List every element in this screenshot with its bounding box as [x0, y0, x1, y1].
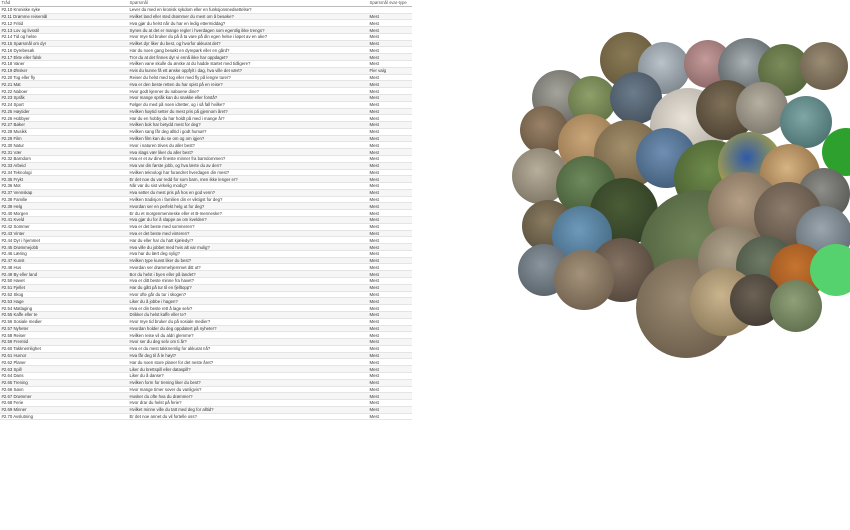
question-cell: Har du eller har du hatt kjæledyr?	[128, 237, 368, 244]
answer-type-cell: Mest	[368, 149, 412, 156]
table-row[interactable]	[0, 203, 412, 210]
table-row[interactable]	[0, 183, 412, 190]
animal-image-collage	[460, 30, 845, 420]
question-cell: Hvilken tradisjon i familien din er viktigst for deg?	[128, 196, 368, 203]
answer-type-cell: Mest	[368, 291, 412, 298]
table-row[interactable]	[0, 101, 412, 108]
table-row[interactable]	[0, 13, 412, 20]
question-cell: Reiser du helst med tog eller med fly på lengre turer?	[128, 74, 368, 81]
answer-type-cell: Mest	[368, 332, 412, 339]
answer-type-cell: Mest	[368, 237, 412, 244]
question-cell: Er det noe annet du vil fortelle oss?	[128, 413, 368, 420]
question-cell: Hvilket dyr liker du best, og hvorfor akkurat det?	[128, 40, 368, 47]
question-cell: Hva får deg til å le høyt?	[128, 352, 368, 359]
questions-table-panel	[0, 0, 412, 530]
thread-cell: #2.22 Naboer	[0, 88, 128, 95]
answer-type-cell: Mest	[368, 372, 412, 379]
thread-cell: #2.19 Ønsker	[0, 67, 128, 74]
answer-type-cell: Mest	[368, 413, 412, 420]
table-row[interactable]	[0, 325, 412, 332]
question-cell: Hvor godt kjenner du naboene dine?	[128, 88, 368, 95]
question-cell: Hvis du kunne få ett ønske oppfylt i dag, hva ville det vært?	[128, 67, 368, 74]
question-cell: Hva gjør du for å slappe av om kvelden?	[128, 217, 368, 224]
thread-cell: #2.62 Planer	[0, 359, 128, 366]
table-row[interactable]	[0, 393, 412, 400]
answer-type-cell: Mest	[368, 33, 412, 40]
thread-cell: #2.24 Sport	[0, 101, 128, 108]
answer-type-cell: Mest	[368, 359, 412, 366]
column-header-question[interactable]: Spørsmål	[128, 0, 368, 6]
answer-type-cell: Mest	[368, 400, 412, 407]
answer-type-cell: Mest	[368, 217, 412, 224]
question-cell: Hvor mange timer sover du vanligvis?	[128, 386, 368, 393]
thread-cell: #2.16 Dyrebesøk	[0, 47, 128, 54]
table-row[interactable]	[0, 27, 412, 34]
question-cell: Hvilken bok har betydd mest for deg?	[128, 122, 368, 129]
thread-cell: #2.23 Språk	[0, 94, 128, 101]
question-cell: Hva er din beste rett å lage selv?	[128, 305, 368, 312]
thread-cell: #2.25 Høytider	[0, 108, 128, 115]
answer-type-cell: Mest	[368, 128, 412, 135]
thread-cell: #2.29 Film	[0, 135, 128, 142]
thread-cell: #2.53 Hage	[0, 298, 128, 305]
question-cell: Bor du helst i byen eller på landet?	[128, 271, 368, 278]
answer-type-cell: Mest	[368, 311, 412, 318]
question-cell: Hvilken sang får deg alltid i godt humør?	[128, 128, 368, 135]
thread-cell: #2.34 Teknologi	[0, 169, 128, 176]
answer-type-cell: Mest	[368, 264, 412, 271]
question-cell: Er det noe du var redd for som barn, men ikke lenger er?	[128, 176, 368, 183]
question-cell: Hvordan ser drømmehjemmet ditt ut?	[128, 264, 368, 271]
answer-type-cell: Mest	[368, 61, 412, 68]
thread-cell: #2.44 Dyr i hjemmet	[0, 237, 128, 244]
answer-type-cell: Mest	[368, 230, 412, 237]
question-cell: Hva ville du jobbet med hvis alt var mulig?	[128, 244, 368, 251]
thread-cell: #2.64 Dans	[0, 372, 128, 379]
table-row[interactable]	[0, 406, 412, 413]
table-row[interactable]	[0, 250, 412, 257]
answer-type-cell: Mest	[368, 54, 412, 61]
table-row[interactable]	[0, 128, 412, 135]
question-cell: Hva er et av dine fineste minner fra barndommen?	[128, 155, 368, 162]
answer-type-cell: Mest	[368, 366, 412, 373]
thread-cell: #2.50 Havet	[0, 278, 128, 285]
question-cell: Hva setter du mest pris på hos en god venn?	[128, 189, 368, 196]
table-row[interactable]	[0, 20, 412, 27]
thread-cell: #2.28 Musikk	[0, 128, 128, 135]
question-cell: Hvilket land eller sted drømmer du mest om å besøke?	[128, 13, 368, 20]
answer-type-cell: Mest	[368, 176, 412, 183]
question-cell: Hva har du lært deg nylig?	[128, 250, 368, 257]
thread-cell: #2.60 Takknemlighet	[0, 345, 128, 352]
question-cell: Hvor mye tid bruker du på sosiale medier?	[128, 318, 368, 325]
table-row[interactable]	[0, 67, 412, 74]
table-row[interactable]	[0, 189, 412, 196]
table-row[interactable]	[0, 244, 412, 251]
thread-cell: #2.42 Sommer	[0, 223, 128, 230]
answer-type-cell: Mest	[368, 74, 412, 81]
question-cell: Hva gjør du helst når du har en ledig ettermiddag?	[128, 20, 368, 27]
answer-type-cell: Mest	[368, 101, 412, 108]
thread-cell: #2.58 Reiser	[0, 332, 128, 339]
thread-cell: #2.68 Ferie	[0, 400, 128, 407]
thread-cell: #2.56 Sosiale medier	[0, 318, 128, 325]
table-row[interactable]	[0, 386, 412, 393]
table-row[interactable]	[0, 155, 412, 162]
thread-cell: #2.47 Kunst	[0, 257, 128, 264]
question-cell: Husker du ofte hva du drømmer?	[128, 393, 368, 400]
thread-cell: #2.31 Vær	[0, 149, 128, 156]
thread-cell: #2.70 Avslutning	[0, 413, 128, 420]
question-cell: Hva slags vær liker du aller best?	[128, 149, 368, 156]
answer-type-cell: Mest	[368, 47, 412, 54]
question-cell: Hvor ofte går du tur i skogen?	[128, 291, 368, 298]
thread-cell: #2.30 Natur	[0, 142, 128, 149]
thread-cell: #2.11 Drømme reisemål	[0, 13, 128, 20]
table-row[interactable]	[0, 339, 412, 346]
question-cell: Lever du med en kronisk sykdom eller en funksjonsnedsettelse?	[128, 6, 368, 13]
thread-cell: #2.69 Minner	[0, 406, 128, 413]
answer-type-cell: Mest	[368, 183, 412, 190]
question-cell: Hvordan holder du deg oppdatert på nyheter?	[128, 325, 368, 332]
thread-cell: #2.63 Spill	[0, 366, 128, 373]
thread-cell: #2.59 Fremtid	[0, 339, 128, 346]
table-row[interactable]	[0, 196, 412, 203]
thread-cell: #2.52 Skog	[0, 291, 128, 298]
answer-type-cell: Mest	[368, 169, 412, 176]
answer-type-cell: Mest	[368, 406, 412, 413]
table-row[interactable]	[0, 257, 412, 264]
answer-type-cell: Mest	[368, 108, 412, 115]
answer-type-cell: Mest	[368, 250, 412, 257]
table-row[interactable]	[0, 217, 412, 224]
question-cell: Har du noen store planer for det neste året?	[128, 359, 368, 366]
table-row[interactable]	[0, 6, 412, 13]
thread-cell: #2.67 Drømmer	[0, 393, 128, 400]
answer-type-cell: Mest	[368, 393, 412, 400]
table-row[interactable]	[0, 142, 412, 149]
table-row[interactable]	[0, 61, 412, 68]
thread-cell: #2.41 Kveld	[0, 217, 128, 224]
answer-type-cell: Mest	[368, 122, 412, 129]
answer-type-cell: Mest	[368, 223, 412, 230]
thread-cell: #2.35 Frykt	[0, 176, 128, 183]
question-cell: Følger du med på noen idretter, og i så fall hvilke?	[128, 101, 368, 108]
answer-type-cell: Mest	[368, 189, 412, 196]
answer-type-cell: Mest	[368, 20, 412, 27]
table-row[interactable]	[0, 122, 412, 129]
table-row[interactable]	[0, 162, 412, 169]
question-cell: Er du et morgenmenneske eller et B-menneske?	[128, 210, 368, 217]
answer-type-cell: Mest	[368, 352, 412, 359]
questions-table	[0, 0, 412, 420]
table-row[interactable]	[0, 115, 412, 122]
table-row[interactable]	[0, 176, 412, 183]
answer-type-cell: Mest	[368, 278, 412, 285]
thread-cell: #2.21 Mat	[0, 81, 128, 88]
question-cell: Hva er du mest takknemlig for akkurat nå?	[128, 345, 368, 352]
question-cell: Hva er det beste med sommeren?	[128, 223, 368, 230]
question-cell: Hva er det beste med vinteren?	[128, 230, 368, 237]
question-cell: Har du en hobby du har holdt på med i mange år?	[128, 115, 368, 122]
answer-type-cell: Mest	[368, 386, 412, 393]
question-cell: Liker du å danse?	[128, 372, 368, 379]
table-row[interactable]	[0, 149, 412, 156]
answer-type-cell: Mest	[368, 203, 412, 210]
table-row[interactable]	[0, 291, 412, 298]
thread-cell: #2.36 Mot	[0, 183, 128, 190]
answer-type-cell: Mest	[368, 162, 412, 169]
column-header-thread[interactable]: Tråd	[0, 0, 128, 6]
question-cell: Hvor i naturen trives du aller best?	[128, 142, 368, 149]
answer-type-cell: Mest	[368, 305, 412, 312]
question-cell: Tror du at det finnes dyr vi ennå ikke har oppdaget?	[128, 54, 368, 61]
thread-cell: #2.27 Bøker	[0, 122, 128, 129]
question-cell: Hvilken form for trening liker du best?	[128, 379, 368, 386]
thread-cell: #2.61 Humor	[0, 352, 128, 359]
table-row[interactable]	[0, 47, 412, 54]
thread-cell: #2.55 Kaffe eller te	[0, 311, 128, 318]
thread-cell: #2.57 Nyheter	[0, 325, 128, 332]
question-cell: Liker du å jobbe i hagen?	[128, 298, 368, 305]
answer-type-cell: Mest	[368, 271, 412, 278]
answer-type-cell: Mest	[368, 155, 412, 162]
thread-cell: #2.18 Vaner	[0, 61, 128, 68]
answer-type-cell: Mest	[368, 210, 412, 217]
thread-cell: #2.49 By eller land	[0, 271, 128, 278]
thread-cell: #2.13 Lov og livsstil	[0, 27, 128, 34]
question-cell: Hva er den beste retten du har spist på en reise?	[128, 81, 368, 88]
table-row[interactable]	[0, 284, 412, 291]
table-row[interactable]	[0, 379, 412, 386]
answer-type-cell: Mest	[368, 81, 412, 88]
table-row[interactable]	[0, 366, 412, 373]
question-cell: Hvordan ser en perfekt helg ut for deg?	[128, 203, 368, 210]
table-row[interactable]	[0, 413, 412, 420]
thread-cell: #2.14 Tid og helse	[0, 33, 128, 40]
thread-cell: #2.40 Morgen	[0, 210, 128, 217]
answer-type-cell: Mest	[368, 13, 412, 20]
answer-type-cell: Mest	[368, 115, 412, 122]
question-cell: Synes du at det er mange regler i hverdagen som egentlig ikke trengs?	[128, 27, 368, 34]
question-cell: Hvor drar du helst på ferie?	[128, 400, 368, 407]
animal-photo	[770, 280, 822, 332]
thread-cell: #2.33 Arbeid	[0, 162, 128, 169]
question-cell: Hvor mye tid bruker du på å ta vare på din egen helse i løpet av en uke?	[128, 33, 368, 40]
answer-type-cell: Mest	[368, 142, 412, 149]
table-row[interactable]	[0, 94, 412, 101]
question-cell: Hvilken reise vil du aldri glemme?	[128, 332, 368, 339]
table-row[interactable]	[0, 271, 412, 278]
question-cell: Hvilken vane skulle du ønske at du hadde startet med tidligere?	[128, 61, 368, 68]
answer-type-cell: Mest	[368, 88, 412, 95]
column-header-answer-type[interactable]: Spørsmål svar-type	[368, 0, 412, 6]
question-cell: Hvilken teknologi har forandret hverdagen din mest?	[128, 169, 368, 176]
question-cell: Hva er ditt beste minne fra havet?	[128, 278, 368, 285]
table-row[interactable]	[0, 318, 412, 325]
question-cell: Hvilken høytid setter du mest pris på gjennom året?	[128, 108, 368, 115]
thread-cell: #2.45 Drømmejobb	[0, 244, 128, 251]
thread-cell: #2.10 Kroniske syke	[0, 6, 128, 13]
table-row[interactable]	[0, 278, 412, 285]
table-row[interactable]	[0, 223, 412, 230]
thread-cell: #2.54 Matlaging	[0, 305, 128, 312]
table-row[interactable]	[0, 108, 412, 115]
question-cell: Hvor mange språk kan du snakke eller forstå?	[128, 94, 368, 101]
question-cell: Hva var din første jobb, og hva lærte du av den?	[128, 162, 368, 169]
thread-cell: #2.46 Læring	[0, 250, 128, 257]
table-row[interactable]	[0, 40, 412, 47]
thread-cell: #2.39 Helg	[0, 203, 128, 210]
table-row[interactable]	[0, 352, 412, 359]
table-row[interactable]	[0, 311, 412, 318]
answer-type-cell: Mest	[368, 298, 412, 305]
table-row[interactable]	[0, 237, 412, 244]
table-row[interactable]	[0, 74, 412, 81]
question-cell: Liker du brettspill eller dataspill?	[128, 366, 368, 373]
answer-type-cell: Mest	[368, 244, 412, 251]
answer-type-cell: Mest	[368, 339, 412, 346]
table-row[interactable]	[0, 298, 412, 305]
thread-cell: #2.43 Vinter	[0, 230, 128, 237]
animal-photo	[554, 250, 614, 310]
answer-type-cell: Mest	[368, 196, 412, 203]
answer-type-cell: Mest	[368, 94, 412, 101]
table-row[interactable]	[0, 210, 412, 217]
table-row[interactable]	[0, 400, 412, 407]
question-cell: Hvilken type kunst liker du best?	[128, 257, 368, 264]
table-row[interactable]	[0, 54, 412, 61]
table-row[interactable]	[0, 135, 412, 142]
thread-cell: #2.12 Fritid	[0, 20, 128, 27]
answer-type-cell: Mest	[368, 284, 412, 291]
answer-type-cell: Mest	[368, 135, 412, 142]
animal-photo	[800, 42, 848, 90]
question-cell: Drikker du helst kaffe eller te?	[128, 311, 368, 318]
table-row[interactable]	[0, 169, 412, 176]
answer-type-cell	[368, 6, 412, 13]
thread-cell: #2.17 Ekte eller falsk	[0, 54, 128, 61]
answer-type-cell: Mest	[368, 40, 412, 47]
table-row[interactable]	[0, 264, 412, 271]
table-row[interactable]	[0, 345, 412, 352]
thread-cell: #2.20 Tog eller fly	[0, 74, 128, 81]
question-cell: Har du noen gang besøkt en dyrepark eller en gård?	[128, 47, 368, 54]
table-row[interactable]	[0, 332, 412, 339]
thread-cell: #2.26 Hobbyer	[0, 115, 128, 122]
answer-type-cell: Mest	[368, 325, 412, 332]
answer-type-cell: Mest	[368, 27, 412, 34]
thread-cell: #2.66 Søvn	[0, 386, 128, 393]
question-cell: Hvilket minne ville du tatt med deg for alltid?	[128, 406, 368, 413]
table-row[interactable]	[0, 372, 412, 379]
table-row[interactable]	[0, 81, 412, 88]
table-row[interactable]	[0, 230, 412, 237]
thread-cell: #2.15 Spørsmål om dyr	[0, 40, 128, 47]
answer-type-cell: Mest	[368, 379, 412, 386]
thread-cell: #2.51 Fjellet	[0, 284, 128, 291]
thread-cell: #2.38 Familie	[0, 196, 128, 203]
answer-type-cell: Mest	[368, 345, 412, 352]
thread-cell: #2.48 Hus	[0, 264, 128, 271]
question-cell: Når var du sist virkelig modig?	[128, 183, 368, 190]
question-cell: Hvilken film kan du se om og om igjen?	[128, 135, 368, 142]
thread-cell: #2.32 Barndom	[0, 155, 128, 162]
answer-type-cell: Mest	[368, 318, 412, 325]
answer-type-cell: Fler valg	[368, 67, 412, 74]
table-row[interactable]	[0, 33, 412, 40]
table-row[interactable]	[0, 359, 412, 366]
question-cell: Hvor ser du deg selv om ti år?	[128, 339, 368, 346]
question-cell: Har du gått på tur til en fjelltopp?	[128, 284, 368, 291]
table-row[interactable]	[0, 305, 412, 312]
thread-cell: #2.37 Vennskap	[0, 189, 128, 196]
answer-type-cell: Mest	[368, 257, 412, 264]
thread-cell: #2.65 Trening	[0, 379, 128, 386]
table-row[interactable]	[0, 88, 412, 95]
